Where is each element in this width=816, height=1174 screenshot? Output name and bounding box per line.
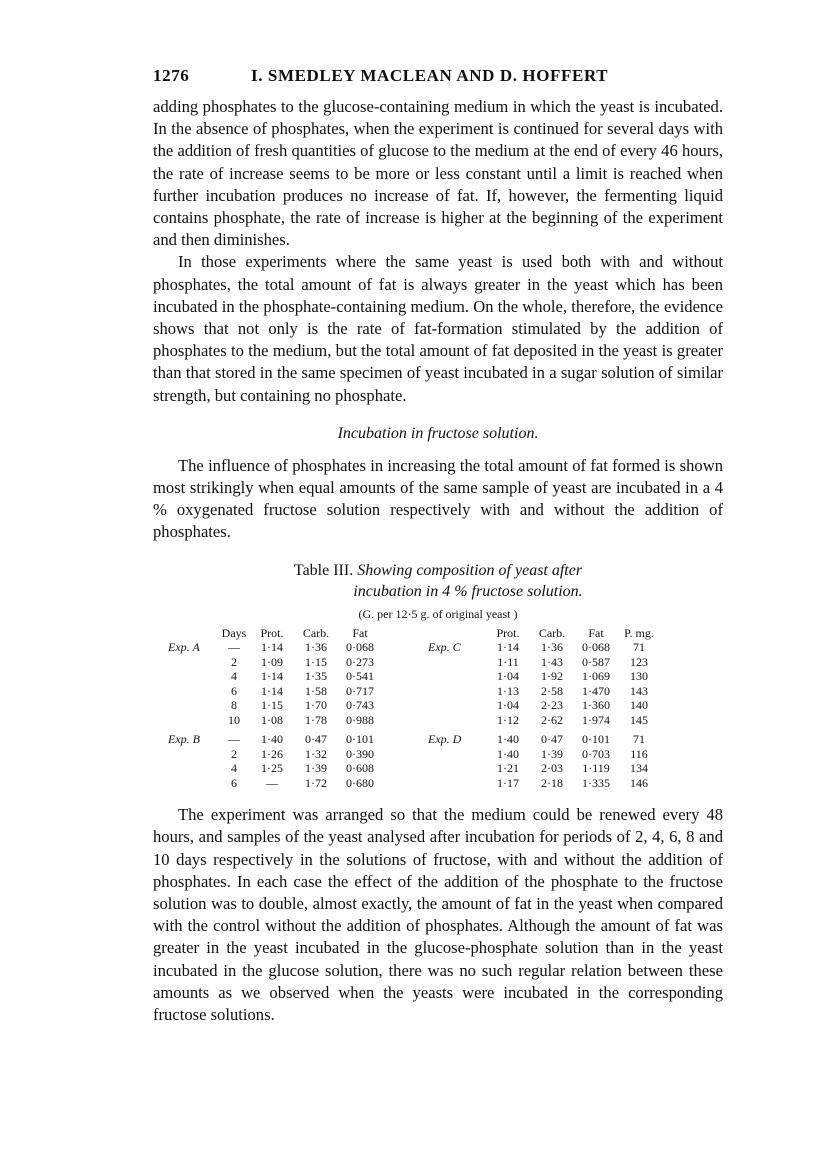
pmg-cell: 71 bbox=[633, 640, 645, 655]
carb-cell: 1·43 bbox=[541, 654, 563, 669]
prot-cell: 1·14 bbox=[261, 683, 283, 698]
days-cell: 6 bbox=[231, 775, 237, 790]
days-cell: — bbox=[228, 640, 240, 655]
carb-cell: 1·39 bbox=[541, 746, 563, 761]
fat-cell: 0·390 bbox=[346, 746, 374, 761]
prot-cell: 1·14 bbox=[497, 640, 519, 655]
experiment-label bbox=[168, 776, 218, 791]
carb-cell: 2·03 bbox=[541, 761, 563, 776]
prot-cell: 1·04 bbox=[497, 698, 519, 713]
days-cell: — bbox=[228, 732, 240, 747]
prot-cell: 1·21 bbox=[497, 761, 519, 776]
experiment-label: Exp. B bbox=[168, 732, 200, 747]
pmg-cell: 140 bbox=[630, 698, 648, 713]
experiment-label bbox=[428, 669, 486, 684]
fat-cell: 1·470 bbox=[582, 683, 610, 698]
table-row bbox=[168, 698, 660, 713]
prot-cell: — bbox=[266, 775, 278, 790]
fat-cell: 0·101 bbox=[346, 732, 374, 747]
prot-cell: 1·25 bbox=[261, 761, 283, 776]
table-row bbox=[168, 776, 660, 791]
experiment-label bbox=[168, 761, 218, 776]
fat-cell: 1·335 bbox=[582, 775, 610, 790]
header-fat: Fat bbox=[352, 625, 368, 640]
carb-cell: 0·47 bbox=[305, 732, 327, 747]
prot-cell: 1·15 bbox=[261, 698, 283, 713]
prot-cell: 1·17 bbox=[497, 775, 519, 790]
prot-cell: 1·14 bbox=[261, 669, 283, 684]
table-row bbox=[168, 747, 660, 762]
header-pmg: P. mg. bbox=[624, 625, 654, 640]
table-caption bbox=[153, 560, 723, 602]
fat-cell: 0·273 bbox=[346, 654, 374, 669]
running-head bbox=[153, 66, 723, 96]
experiment-label bbox=[428, 655, 486, 670]
fat-cell: 0·587 bbox=[582, 654, 610, 669]
prot-cell: 1·04 bbox=[497, 669, 519, 684]
header-fat-2: Fat bbox=[588, 625, 604, 640]
experiment-label bbox=[168, 655, 218, 670]
carb-cell: 2·18 bbox=[541, 775, 563, 790]
data-table bbox=[168, 626, 660, 791]
header-carb-2: Carb. bbox=[538, 625, 566, 640]
carb-cell: 2·23 bbox=[541, 698, 563, 713]
paragraph-4: The experiment was arranged so that the medium could be renewed every 48 hours, and samples of the yeast analysed after incubation for periods of 2, 4, 6, 8 and 10 days respectively in the solutions of fructose, with and without the addition of phosphates. In each case the effect of the addition of the phosphate to the fructose solution was to double, almost exactly, the amount of fat in the yeast when compared with the control without the addition of phosphates. Although the amount of fat was greater in the yeast incubated in the glucose-phosphate solution than in the yeast incubated in the glucose solution, there was no such regular relation between these amounts as we observed when the yeasts were incubated in the corresponding fructose solutions. bbox=[153, 805, 723, 1024]
carb-cell: 1·32 bbox=[305, 746, 327, 761]
fat-cell: 1·119 bbox=[582, 761, 610, 776]
table-note: (G. per 12·5 g. of original yeast ) bbox=[358, 606, 518, 621]
table-row bbox=[168, 669, 660, 684]
prot-cell: 1·26 bbox=[261, 746, 283, 761]
fat-cell: 0·608 bbox=[346, 761, 374, 776]
pmg-cell: 143 bbox=[630, 683, 648, 698]
prot-cell: 1·40 bbox=[497, 732, 519, 747]
pmg-cell: 116 bbox=[630, 746, 648, 761]
experiment-label bbox=[428, 698, 486, 713]
pmg-cell: 134 bbox=[630, 761, 648, 776]
header-prot-2: Prot. bbox=[496, 625, 520, 640]
days-cell: 4 bbox=[231, 669, 237, 684]
carb-cell: 1·92 bbox=[541, 669, 563, 684]
paragraph-2: In those experiments where the same yeast is used both with and without phosphates, the total amount of fat is always greater in the yeast which has been incubated in the phosphate-containing medium. On the whole, therefore, the evidence shows that not only is the rate of fat-formation stimulated by the addition of phosphates to the medium, but the total amount of fat deposited in the yeast is greater than that stored in the same specimen of yeast incubated in a sugar solution of similar strength, but containing no phosphate. bbox=[153, 252, 723, 405]
carb-cell: 1·39 bbox=[305, 761, 327, 776]
table-header-row bbox=[168, 626, 660, 641]
experiment-label bbox=[428, 747, 486, 762]
pmg-cell: 145 bbox=[630, 712, 648, 727]
fat-cell: 0·703 bbox=[582, 746, 610, 761]
authors-header: I. SMEDLEY MACLEAN AND D. HOFFERT bbox=[251, 66, 609, 85]
experiment-label bbox=[168, 698, 218, 713]
header-days: Days bbox=[221, 625, 247, 640]
prot-cell: 1·09 bbox=[261, 654, 283, 669]
prot-cell: 1·13 bbox=[497, 683, 519, 698]
days-cell: 6 bbox=[231, 683, 237, 698]
experiment-label: Exp. C bbox=[428, 640, 461, 655]
days-cell: 2 bbox=[231, 746, 237, 761]
carb-cell: 1·72 bbox=[305, 775, 327, 790]
page-number: 1276 bbox=[153, 66, 190, 85]
carb-cell: 1·15 bbox=[305, 654, 327, 669]
table-row bbox=[168, 640, 660, 655]
page bbox=[153, 66, 723, 1026]
paragraph-1: adding phosphates to the glucose-containing medium in which the yeast is incubated. In the absence of phosphates, when the experiment is continued for several days with the addition of fresh quantities of glucose to the medium at the end of every 46 hours, the rate of increase seems to be more or less constant until a limit is reached when further incubation produces no increase of fat. If, however, the fermenting liquid contains phosphate, the rate of increase is higher at the beginning of the experiment and then diminishes. bbox=[153, 97, 723, 250]
pmg-cell: 123 bbox=[630, 654, 648, 669]
carb-cell: 1·70 bbox=[305, 698, 327, 713]
fat-cell: 0·743 bbox=[346, 698, 374, 713]
days-cell: 4 bbox=[231, 761, 237, 776]
pmg-cell: 71 bbox=[633, 732, 645, 747]
fat-cell: 0·068 bbox=[346, 640, 374, 655]
fat-cell: 1·360 bbox=[582, 698, 610, 713]
days-cell: 2 bbox=[231, 654, 237, 669]
experiment-label bbox=[168, 713, 218, 728]
carb-cell: 0·47 bbox=[541, 732, 563, 747]
table-title-line2: incubation in 4 % fructose solution. bbox=[353, 582, 583, 600]
table-row bbox=[168, 727, 660, 747]
fat-cell: 0·988 bbox=[346, 712, 374, 727]
carb-cell: 1·35 bbox=[305, 669, 327, 684]
pmg-cell: 146 bbox=[630, 775, 648, 790]
experiment-label bbox=[428, 713, 486, 728]
table-row bbox=[168, 761, 660, 776]
prot-cell: 1·40 bbox=[261, 732, 283, 747]
experiment-label bbox=[168, 684, 218, 699]
carb-cell: 2·62 bbox=[541, 712, 563, 727]
experiment-label bbox=[428, 776, 486, 791]
carb-cell: 1·36 bbox=[305, 640, 327, 655]
fat-cell: 0·717 bbox=[346, 683, 374, 698]
carb-cell: 1·36 bbox=[541, 640, 563, 655]
table-label: Table III. bbox=[293, 561, 354, 579]
prot-cell: 1·08 bbox=[261, 712, 283, 727]
prot-cell: 1·40 bbox=[497, 746, 519, 761]
fat-cell: 0·680 bbox=[346, 775, 374, 790]
header-prot: Prot. bbox=[260, 625, 284, 640]
prot-cell: 1·11 bbox=[497, 654, 519, 669]
carb-cell: 1·58 bbox=[305, 683, 327, 698]
experiment-label: Exp. A bbox=[168, 640, 200, 655]
header-carb: Carb. bbox=[302, 625, 330, 640]
prot-cell: 1·14 bbox=[261, 640, 283, 655]
experiment-label bbox=[428, 684, 486, 699]
table-row bbox=[168, 684, 660, 699]
days-cell: 8 bbox=[231, 698, 237, 713]
experiment-label bbox=[168, 747, 218, 762]
fat-cell: 0·541 bbox=[346, 669, 374, 684]
fat-cell: 1·069 bbox=[582, 669, 610, 684]
carb-cell: 2·58 bbox=[541, 683, 563, 698]
table-row bbox=[168, 655, 660, 670]
pmg-cell: 130 bbox=[630, 669, 648, 684]
section-heading: Incubation in fructose solution. bbox=[337, 424, 539, 442]
table-row bbox=[168, 713, 660, 728]
table-title-line1: Showing composition of yeast after bbox=[357, 561, 583, 579]
fat-cell: 0·068 bbox=[582, 640, 610, 655]
carb-cell: 1·78 bbox=[305, 712, 327, 727]
prot-cell: 1·12 bbox=[497, 712, 519, 727]
experiment-label bbox=[428, 761, 486, 776]
experiment-label bbox=[168, 669, 218, 684]
days-cell: 10 bbox=[228, 712, 240, 727]
paragraph-3: The influence of phosphates in increasing the total amount of fat formed is shown most strikingly when equal amounts of the same sample of yeast are incubated in a 4 % oxygenated fructose solution respectively with and without the addition of phosphates. bbox=[153, 455, 723, 542]
experiment-label: Exp. D bbox=[428, 732, 462, 747]
fat-cell: 1·974 bbox=[582, 712, 610, 727]
fat-cell: 0·101 bbox=[582, 732, 610, 747]
